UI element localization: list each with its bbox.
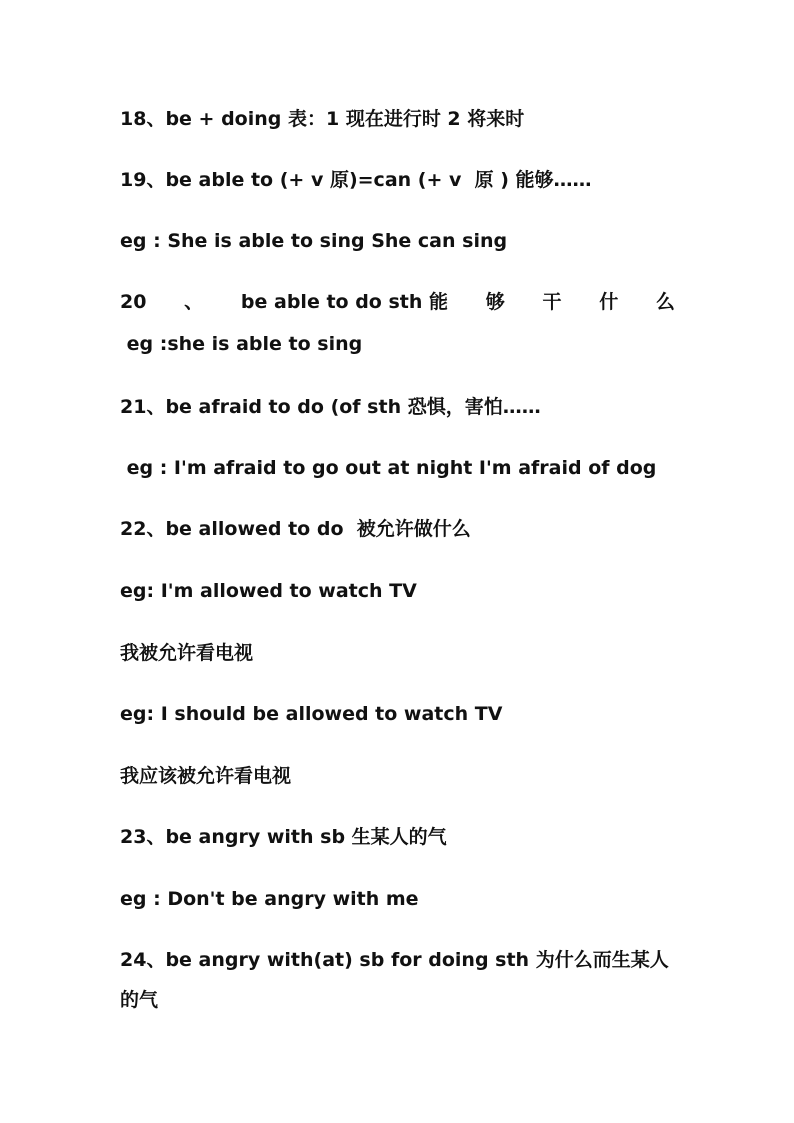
text-line-19: 19、be able to (+ v 原)=can (+ v 原 ) 能够…… [120,169,592,191]
text-line-19-example: eg : She is able to sing She can sing [120,230,508,252]
line-20-char-3: 什 [599,291,619,313]
text-line-20 [120,291,675,313]
text-line-21: 21、be afraid to do (of sth 恐惧，害怕…… [120,396,541,418]
text-line-23: 23、be angry with sb 生某人的气 [120,826,447,848]
text-line-22-translation-2: 我应该被允许看电视 [120,765,292,787]
text-line-20-example: eg :she is able to sing [120,333,363,355]
line-20-char-4: 么 [655,291,675,313]
text-line-18: 18、be + doing 表：1 现在进行时 2 将来时 [120,108,525,130]
line-20-char-2: 干 [542,291,562,313]
line-20-char-1: 够 [485,291,505,313]
line-20-phrase: be able to do sth 能 [240,291,448,313]
text-line-22-translation-1: 我被允许看电视 [120,642,254,664]
text-line-23-example: eg : Don't be angry with me [120,888,419,910]
text-line-22-example-2: eg: I should be allowed to watch TV [120,703,503,725]
text-line-21-example: eg : I'm afraid to go out at night I'm afraid of dog [120,457,657,479]
text-line-24: 24、be angry with(at) sb for doing sth 为什么而生某人的气 [120,949,669,1011]
text-line-22: 22、be allowed to do 被允许做什么 [120,518,471,540]
text-line-22-example-1: eg: I'm allowed to watch TV [120,580,417,602]
line-20-separator: 、 [184,291,204,313]
line-20-number: 20 [120,291,147,313]
